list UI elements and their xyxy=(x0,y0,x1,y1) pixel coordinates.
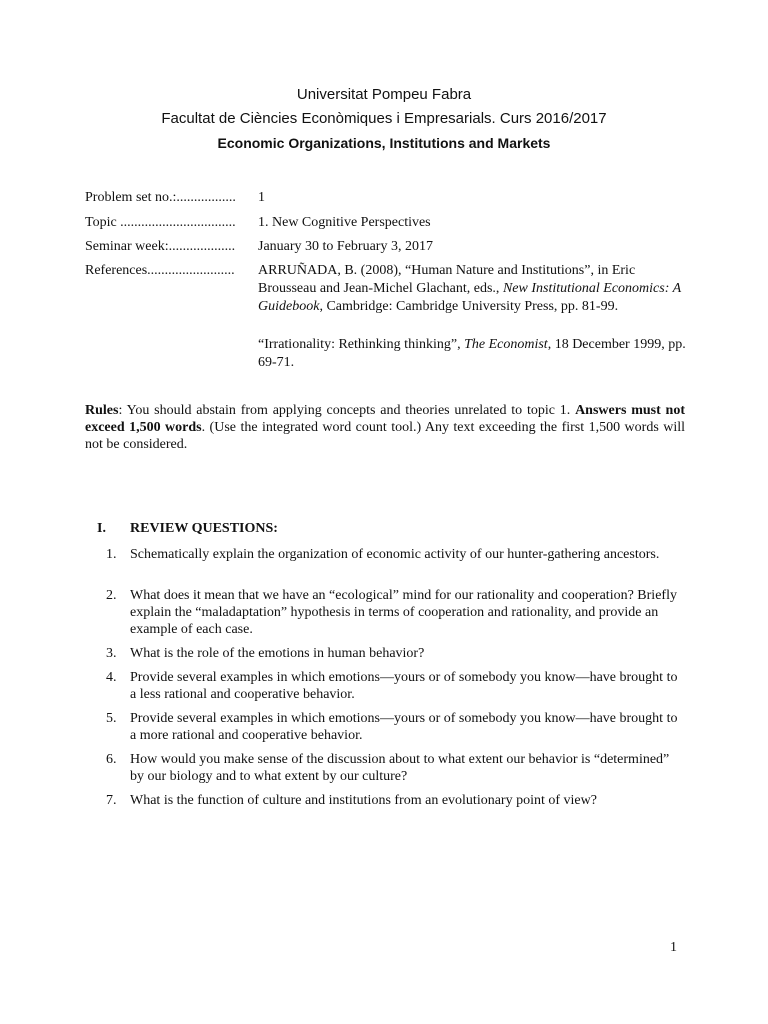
reference-1-text: ARRUÑADA, B. (2008), “Human Nature and Institutions”, in Eric Brousseau and Jean-Michel Glachant, eds., xyxy=(258,263,636,296)
university-name: Universitat Pompeu Fabra xyxy=(296,86,472,103)
question-number: 7. xyxy=(106,793,117,808)
reference-2-date: , 18 December 1999, pp. 69-71. xyxy=(258,337,686,370)
question-text: Provide several examples in which emotions—yours or of somebody you know—have brought to a more rational and cooperative behavior. xyxy=(130,711,678,743)
rules-label: Rules xyxy=(85,403,119,418)
question-number: 6. xyxy=(106,752,117,767)
rules-word-limit: Answers must not exceed 1,500 words xyxy=(85,403,685,435)
rules-text-1: : You should abstain from applying concepts and theories unrelated to topic 1. xyxy=(118,403,576,418)
page-number: 1 xyxy=(670,940,677,955)
question-number: 5. xyxy=(106,711,117,726)
question-number: 2. xyxy=(106,588,117,603)
reference-1 xyxy=(258,262,688,316)
question-text: What is the role of the emotions in human behavior? xyxy=(130,646,425,661)
question-text: Schematically explain the organization of economic activity of our hunter-gathering ancestors. xyxy=(130,547,660,562)
reference-1-publisher: , Cambridge: Cambridge University Press, pp. 81-99. xyxy=(319,299,619,314)
seminar-week-value: January 30 to February 3, 2017 xyxy=(258,239,433,254)
problem-set-label: Problem set no.:................. xyxy=(85,190,236,205)
faculty-line: Facultat de Ciències Econòmiques i Empresarials. Curs 2016/2017 xyxy=(161,110,607,127)
question-text: What is the function of culture and institutions from an evolutionary point of view? xyxy=(130,793,597,808)
seminar-week-label: Seminar week:................... xyxy=(85,239,236,254)
topic-label: Topic ................................. xyxy=(85,215,236,230)
topic-value: 1. New Cognitive Perspectives xyxy=(258,215,431,230)
rules-paragraph xyxy=(85,402,685,453)
reference-2 xyxy=(258,336,688,372)
section-title: REVIEW QUESTIONS: xyxy=(130,521,278,536)
question-text: Provide several examples in which emotions—yours or of somebody you know—have brought to a less rational and cooperative behavior. xyxy=(130,670,678,702)
section-number: I. xyxy=(97,521,106,536)
reference-2-journal: The Economist xyxy=(464,337,548,352)
problem-set-value: 1 xyxy=(258,190,265,205)
question-number: 1. xyxy=(106,547,117,562)
references-label: References......................... xyxy=(85,263,235,278)
section-heading xyxy=(97,521,278,537)
question-text: What does it mean that we have an “ecological” mind for our rationality and cooperation? Briefly explain the “maladaptation” hypothesis in terms of cooperation and rationality, and provide an example of each case. xyxy=(130,588,677,637)
reference-1-book-title: New Institutional Economics: A Guidebook xyxy=(258,281,681,314)
reference-2-text: “Irrationality: Rethinking thinking”, xyxy=(258,337,465,352)
question-number: 3. xyxy=(106,646,117,661)
course-title: Economic Organizations, Institutions and Markets xyxy=(217,135,551,151)
rules-text-2: . (Use the integrated word count tool.) Any text exceeding the first 1,500 words will not be considered. xyxy=(85,420,685,452)
question-text: How would you make sense of the discussion about to what extent our behavior is “determined” by our biology and to what extent by our culture? xyxy=(130,752,670,784)
question-number: 4. xyxy=(106,670,117,685)
